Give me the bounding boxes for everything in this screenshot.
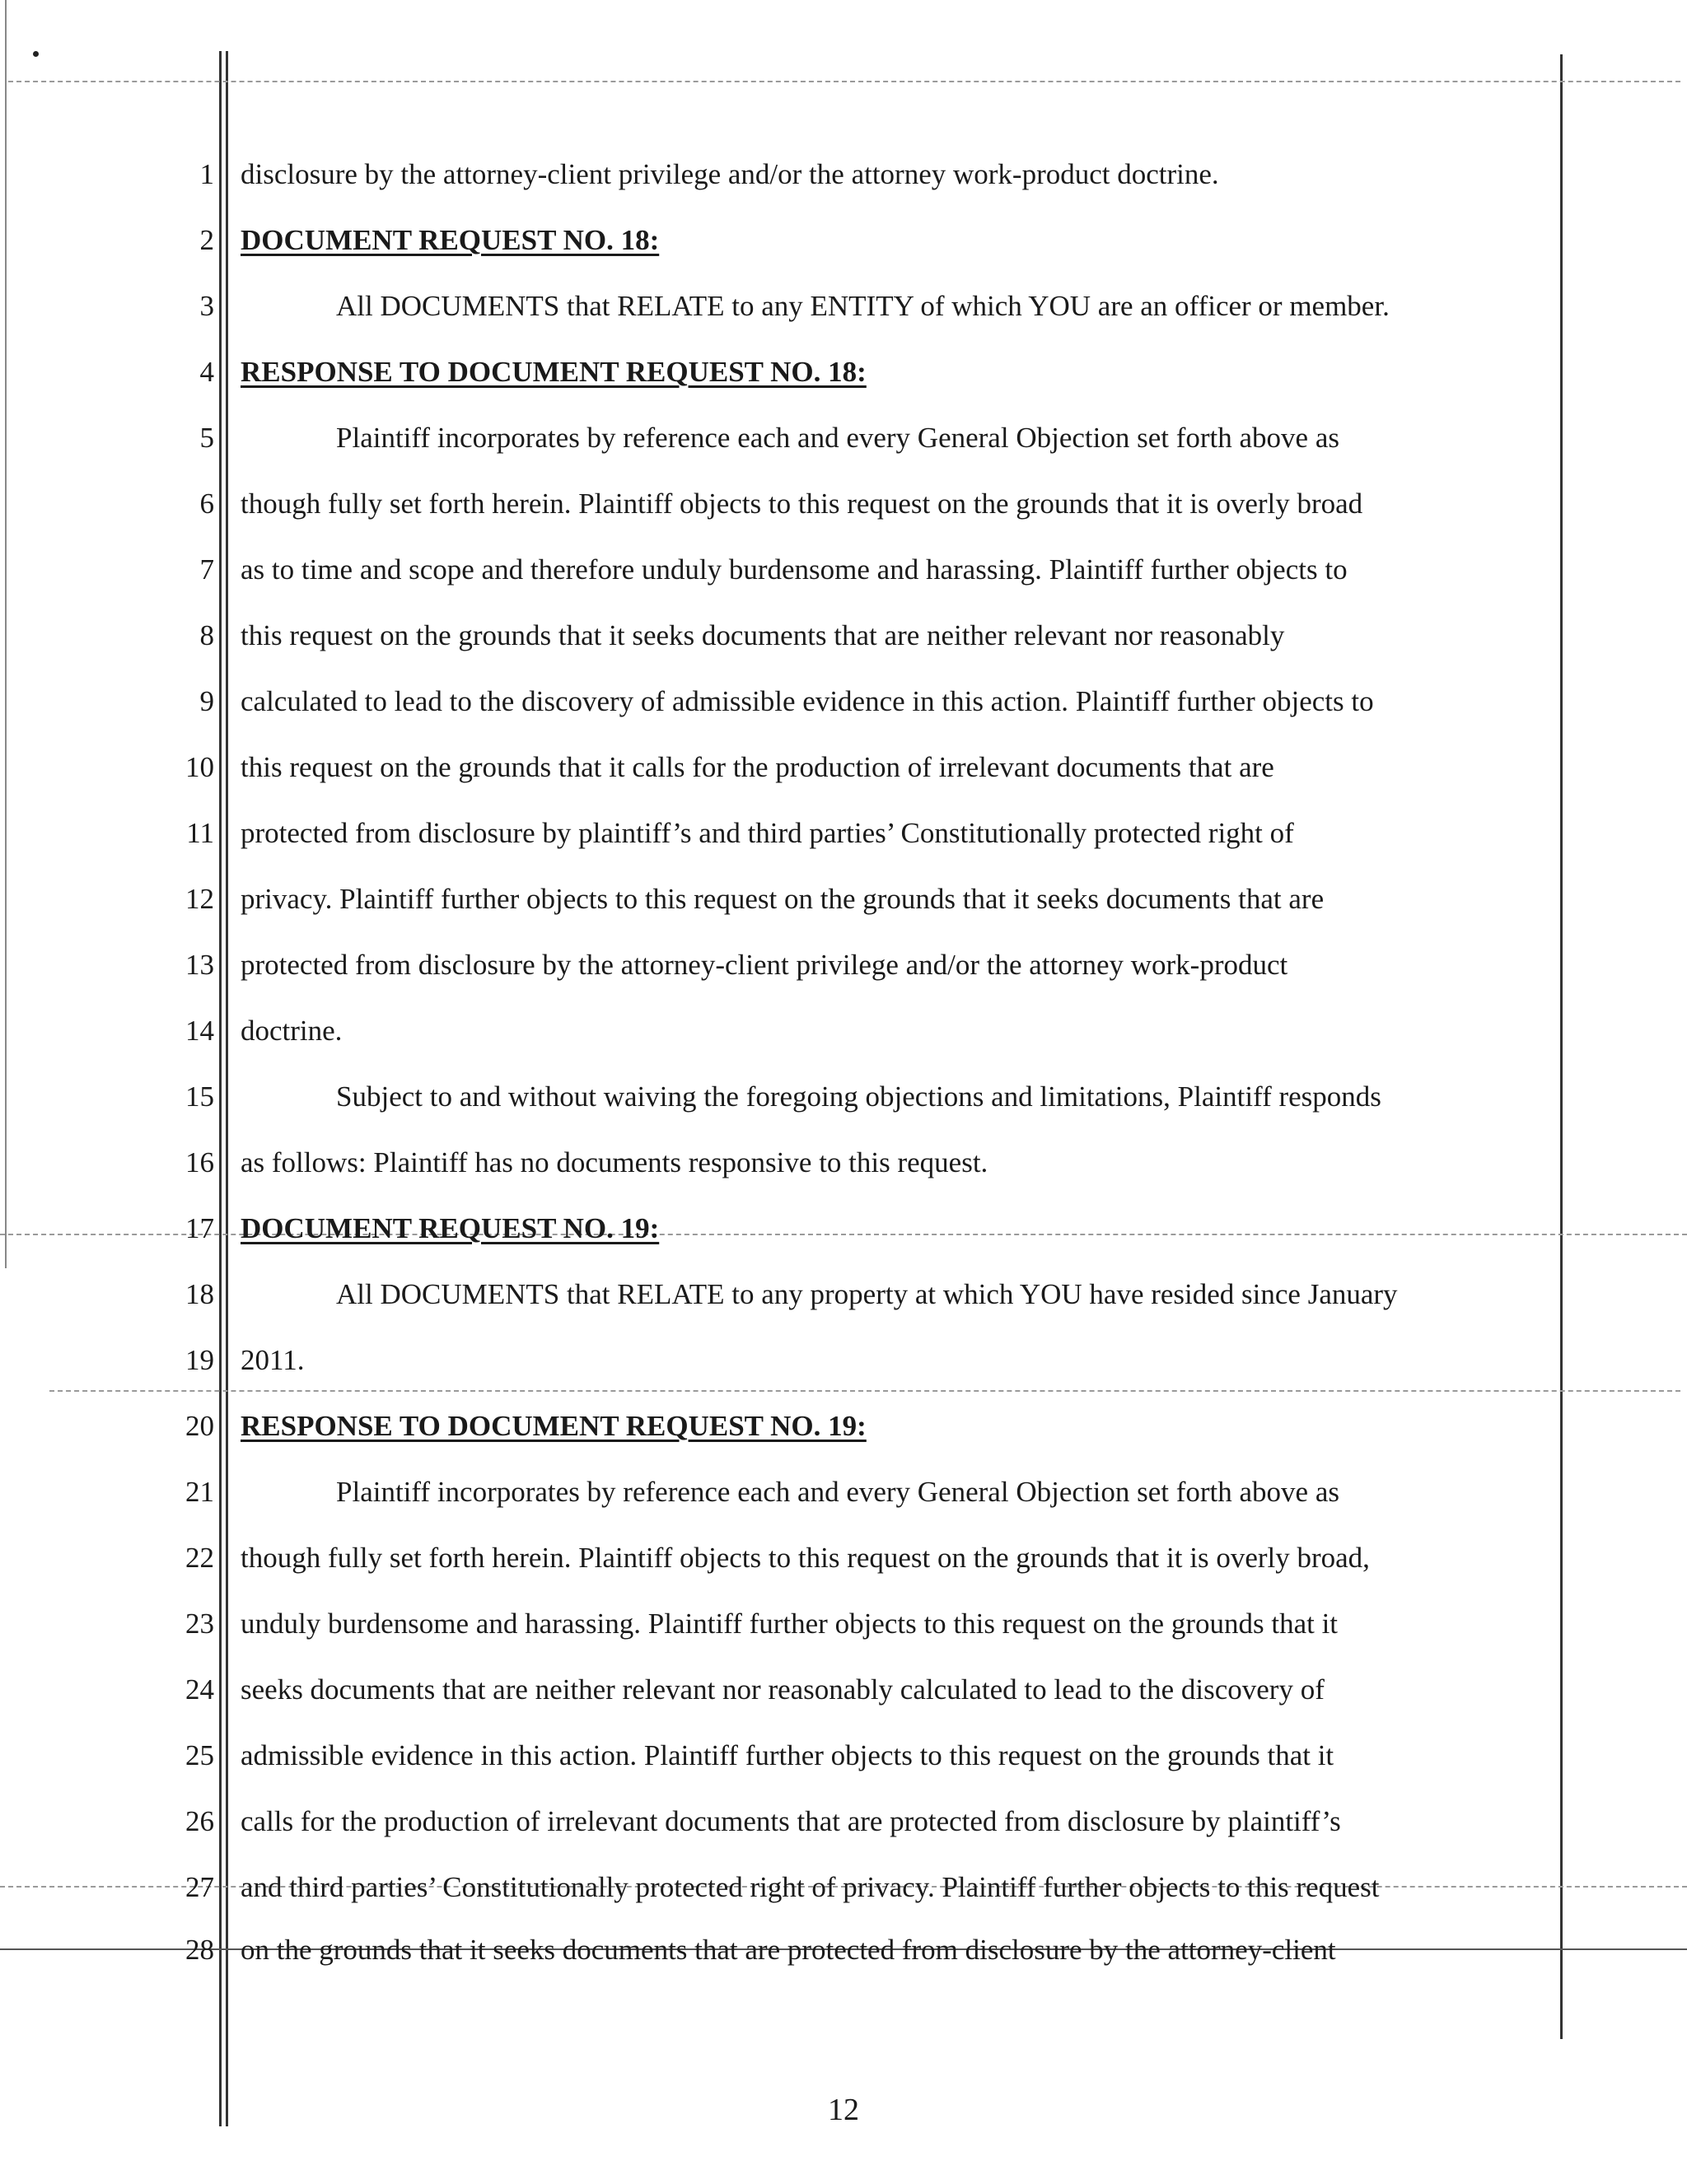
line-number: 7 [199, 553, 214, 586]
line-number: 22 [185, 1542, 214, 1574]
line-number: 15 [185, 1080, 214, 1113]
line-number: 6 [199, 488, 214, 520]
line-number: 2 [199, 224, 214, 256]
body-text-line: this request on the grounds that it seeks documents that are neither relevant nor reasonably [241, 619, 1285, 651]
line-number: 20 [185, 1410, 214, 1442]
body-text-line: this request on the grounds that it calls for the production of irrelevant documents that are [241, 751, 1274, 783]
line-number: 26 [185, 1805, 214, 1837]
line-number: 3 [199, 290, 214, 322]
line-number: 14 [185, 1015, 214, 1047]
body-text-line: disclosure by the attorney-client privilege and/or the attorney work-product doctrine. [241, 158, 1219, 190]
body-text-line: doctrine. [241, 1015, 343, 1047]
body-text-line: protected from disclosure by the attorney-client privilege and/or the attorney work-product [241, 949, 1288, 981]
scan-speck [33, 51, 39, 57]
section-heading: DOCUMENT REQUEST NO. 18: [241, 224, 660, 256]
line-number: 4 [199, 356, 214, 388]
body-text-line: calls for the production of irrelevant documents that are protected from disclosure by plaintiff’s [241, 1805, 1341, 1837]
body-text-line: on the grounds that it seeks documents that are protected from disclosure by the attorney-client [241, 1934, 1336, 1966]
body-text-line: Plaintiff incorporates by reference each and every General Objection set forth above as [336, 1476, 1339, 1508]
left-page-edge [5, 0, 7, 1268]
body-text-line: All DOCUMENTS that RELATE to any ENTITY of which YOU are an officer or member. [336, 290, 1390, 322]
body-text-line: Plaintiff incorporates by reference each and every General Objection set forth above as [336, 422, 1339, 454]
line-number: 16 [185, 1146, 214, 1178]
line-number: 18 [185, 1278, 214, 1310]
line-number: 12 [185, 883, 214, 915]
body-text-line: admissible evidence in this action. Plaintiff further objects to this request on the grounds that it [241, 1739, 1334, 1771]
line-number: 10 [185, 751, 214, 783]
scan-artifact-line [49, 1390, 1680, 1392]
line-number: 17 [185, 1212, 214, 1244]
left-margin-rule-outer [219, 51, 222, 2126]
body-text-line: privacy. Plaintiff further objects to this request on the grounds that it seeks documents that are [241, 883, 1325, 915]
body-text-line: though fully set forth herein. Plaintiff objects to this request on the grounds that it is overly broad [241, 488, 1363, 520]
page-number: 12 [828, 2093, 859, 2127]
body-text-line: as follows: Plaintiff has no documents responsive to this request. [241, 1146, 988, 1178]
body-text-line: though fully set forth herein. Plaintiff objects to this request on the grounds that it is overly broad, [241, 1542, 1370, 1574]
section-heading: RESPONSE TO DOCUMENT REQUEST NO. 19: [241, 1410, 867, 1442]
body-text-line: 2011. [241, 1344, 305, 1376]
scan-artifact-line [8, 81, 1680, 82]
body-text-line: as to time and scope and therefore unduly burdensome and harassing. Plaintiff further objects to [241, 553, 1348, 586]
line-number: 8 [199, 619, 214, 651]
line-number: 13 [185, 949, 214, 981]
body-text-line: All DOCUMENTS that RELATE to any property at which YOU have resided since January [336, 1278, 1398, 1310]
line-number: 27 [185, 1871, 214, 1903]
body-text-line: calculated to lead to the discovery of admissible evidence in this action. Plaintiff further objects to [241, 685, 1374, 717]
line-number: 28 [185, 1934, 214, 1966]
body-text-line: unduly burdensome and harassing. Plaintiff further objects to this request on the grounds that it [241, 1608, 1339, 1640]
line-number: 25 [185, 1739, 214, 1771]
line-number: 11 [186, 817, 214, 849]
line-number: 19 [185, 1344, 214, 1376]
body-text-line: protected from disclosure by plaintiff’s and third parties’ Constitutionally protected right of [241, 817, 1294, 849]
right-margin-rule [1560, 54, 1563, 2039]
body-text-line: Subject to and without waiving the foregoing objections and limitations, Plaintiff responds [336, 1080, 1381, 1113]
section-heading: RESPONSE TO DOCUMENT REQUEST NO. 18: [241, 356, 867, 388]
line-number: 9 [199, 685, 214, 717]
line-number: 1 [199, 158, 214, 190]
line-number: 24 [185, 1673, 214, 1706]
section-heading: DOCUMENT REQUEST NO. 19: [241, 1212, 660, 1244]
line-number: 21 [185, 1476, 214, 1508]
left-margin-rule-inner [226, 51, 228, 2126]
line-number: 5 [199, 422, 214, 454]
body-text-line: and third parties’ Constitutionally protected right of privacy. Plaintiff further objects to this request [241, 1871, 1380, 1903]
line-number: 23 [185, 1608, 214, 1640]
body-text-line: seeks documents that are neither relevant nor reasonably calculated to lead to the discovery of [241, 1673, 1325, 1706]
